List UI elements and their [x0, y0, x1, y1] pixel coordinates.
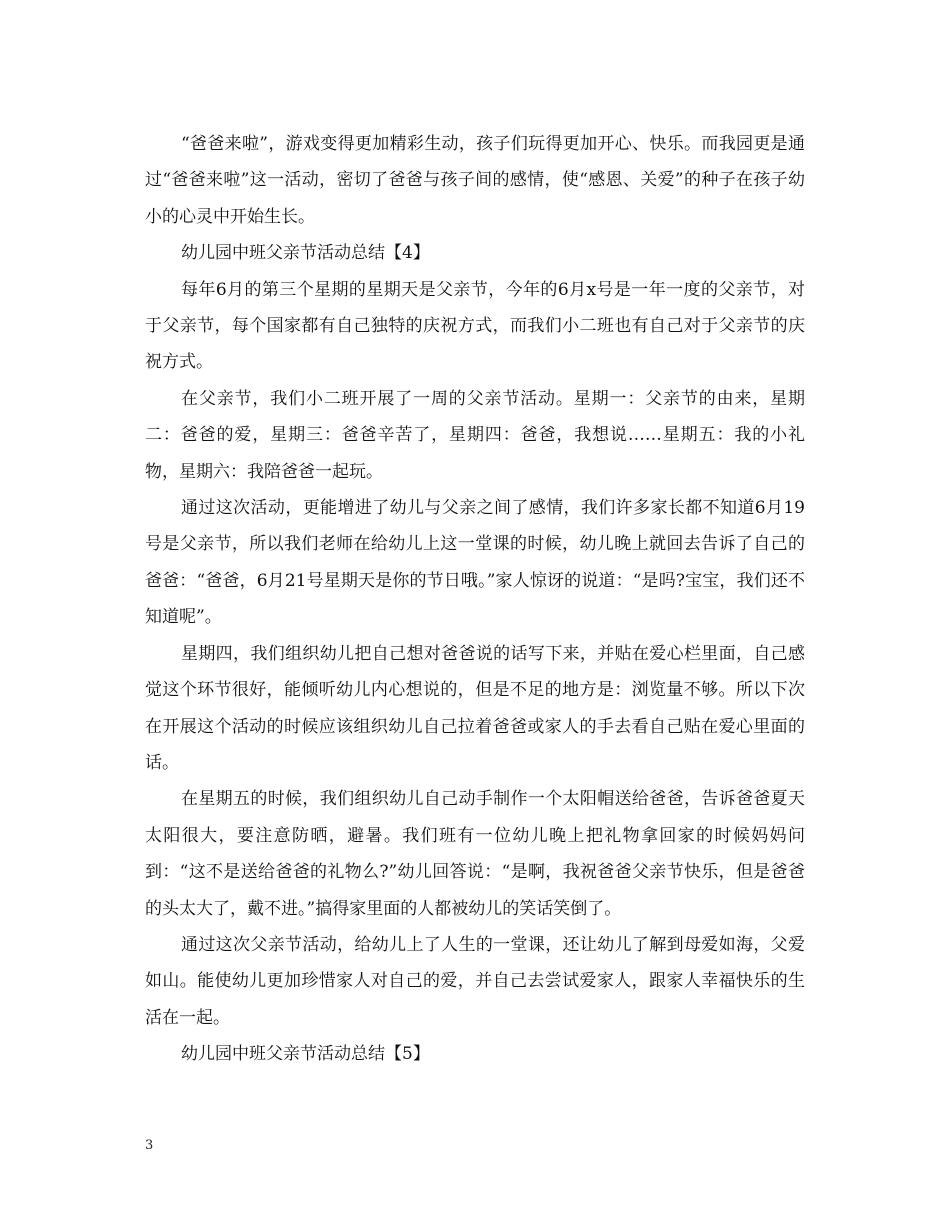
document-body [145, 126, 805, 1073]
paragraph-friday: 在星期五的时候，我们组织幼儿自己动手制作一个太阳帽送给爸爸，告诉爸爸夏天太阳很大，要注意防晒，避暑。我们班有一位幼儿晚上把礼物拿回家的时候妈妈问到：“这不是送给爸爸的礼物么?”幼儿回答说：“是啊，我祝爸爸父亲节快乐，但是爸爸的头太大了，戴不进。”搞得家里面的人都被幼儿的笑话笑倒了。 [145, 789, 805, 919]
page-number: 3 [145, 1138, 154, 1153]
section-heading-4: 幼儿园中班父亲节活动总结【4】 [181, 243, 430, 264]
section-heading-5: 幼儿园中班父亲节活动总结【5】 [181, 1044, 430, 1065]
paragraph-week-activities: 在父亲节，我们小二班开展了一周的父亲节活动。星期一：父亲节的由来，星期二：爸爸的爱，星期三：爸爸辛苦了，星期四：爸爸，我想说……星期五：我的小礼物，星期六：我陪爸爸一起玩。 [145, 388, 805, 482]
paragraph-conclusion: 通过这次父亲节活动，给幼儿上了人生的一堂课，还让幼儿了解到母爱如海，父爱如山。能使幼儿更加珍惜家人对自己的爱，并自己去尝试爱家人，跟家人幸福快乐的生活在一起。 [145, 934, 805, 1028]
paragraph-fathers-day-date: 每年6月的第三个星期的星期天是父亲节，今年的6月x号是一年一度的父亲节，对于父亲节，每个国家都有自己独特的庆祝方式，而我们小二班也有自己对于父亲节的庆祝方式。 [145, 279, 805, 373]
paragraph-activity-effect: 通过这次活动，更能增进了幼儿与父亲之间了感情，我们许多家长都不知道6月19号是父亲节，所以我们老师在给幼儿上这一堂课的时候，幼儿晚上就回去告诉了自己的爸爸：“爸爸，6月21号星期天是你的节日哦。”家人惊讶的说道：“是吗?宝宝，我们还不知道呢”。 [145, 498, 805, 628]
paragraph-intro: “爸爸来啦”，游戏变得更加精彩生动，孩子们玩得更加开心、快乐。而我园更是通过“爸爸来啦”这一活动，密切了爸爸与孩子间的感情，使“感恩、关爱”的种子在孩子幼小的心灵中开始生长。 [145, 134, 805, 227]
paragraph-thursday: 星期四，我们组织幼儿把自己想对爸爸说的话写下来，并贴在爱心栏里面，自己感觉这个环节很好，能倾听幼儿内心想说的，但是不足的地方是：浏览量不够。所以下次在开展这个活动的时候应该组织幼儿自己拉着爸爸或家人的手去看自己贴在爱心里面的话。 [145, 643, 805, 773]
